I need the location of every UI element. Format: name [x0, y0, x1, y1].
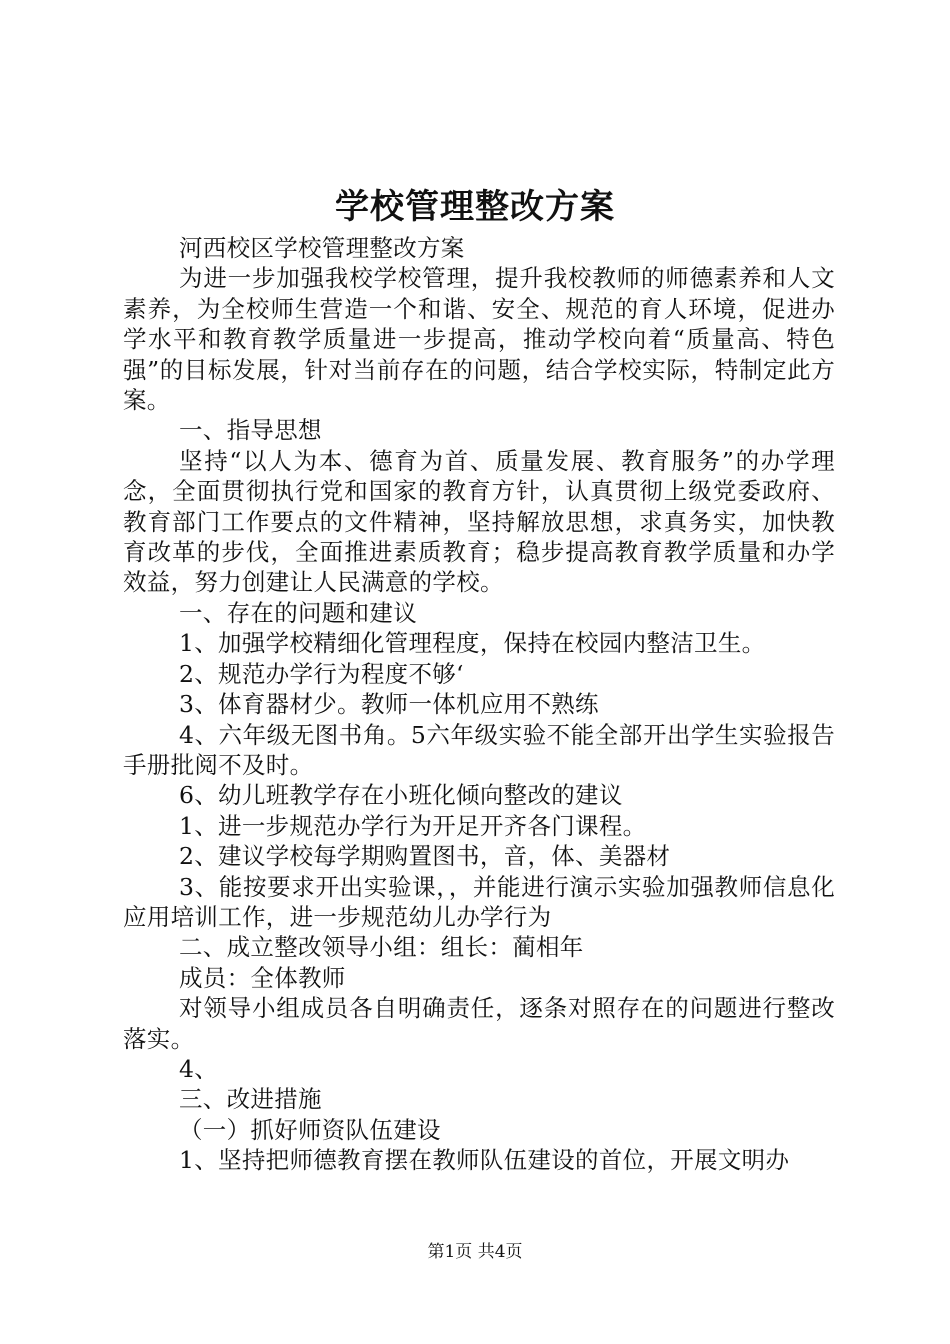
section-heading-problems: 一、存在的问题和建议 [179, 598, 417, 627]
paragraph-guiding-ideology: 坚持“以人为本、德育为首、质量发展、教育服务”的办学理念，全面贯彻执行党和国家的教育方针，认真贯彻上级党委政府、教育部门工作要点的文件精神，坚持解放思想，求真务实，加快教育改革的步伐，全面推进素质教育；稳步提高教育教学质量和办学效益，努力创建让人民满意的学校。 [123, 446, 835, 597]
document-title: 学校管理整改方案 [335, 187, 615, 227]
section-heading-leadership-group: 二、成立整改领导小组：组长：蔺相年 [179, 933, 584, 962]
list-item: 1、坚持把师德教育摆在教师队伍建设的首位，开展文明办 [179, 1146, 790, 1175]
paragraph-members: 成员：全体教师 [179, 963, 346, 992]
paragraph-responsibility: 对领导小组成员各自明确责任，逐条对照存在的问题进行整改落实。 [123, 994, 835, 1053]
section-heading-guiding-ideology: 一、指导思想 [179, 416, 322, 445]
paragraph-subtitle: 河西校区学校管理整改方案 [179, 234, 465, 262]
list-item: 6、幼儿班教学存在小班化倾向整改的建议 [179, 781, 623, 810]
list-item: 4、 [179, 1054, 219, 1083]
list-item: 1、加强学校精细化管理程度，保持在校园内整洁卫生。 [179, 629, 766, 658]
list-item: 2、规范办学行为程度不够‘ [179, 659, 464, 688]
page-footer: 第1页 共4页 [427, 1242, 523, 1262]
list-item: 3、体育器材少。教师一体机应用不熟练 [179, 690, 599, 719]
subsection-heading-teacher-team: （一）抓好师资队伍建设 [179, 1115, 441, 1144]
list-item: 4、六年级无图书角。5六年级实验不能全部开出学生实验报告手册批阅不及时。 [123, 720, 835, 779]
paragraph-intro: 为进一步加强我校学校管理，提升我校教师的师德素养和人文素养，为全校师生营造一个和谐、安全、规范的育人环境，促进办学水平和教育教学质量进一步提高，推动学校向着“质量高、特色强”的目标发展，针对当前存在的问题，结合学校实际，特制定此方案。 [123, 264, 835, 415]
list-item: 1、进一步规范办学行为开足开齐各门课程。 [179, 811, 647, 840]
list-item: 3、能按要求开出实验课，，并能进行演示实验加强教师信息化应用培训工作，进一步规范幼儿办学行为 [123, 872, 835, 931]
document-body [123, 233, 835, 1176]
list-item: 2、建议学校每学期购置图书，音，体、美器材 [179, 842, 671, 871]
section-heading-improvement-measures: 三、改进措施 [179, 1085, 322, 1114]
